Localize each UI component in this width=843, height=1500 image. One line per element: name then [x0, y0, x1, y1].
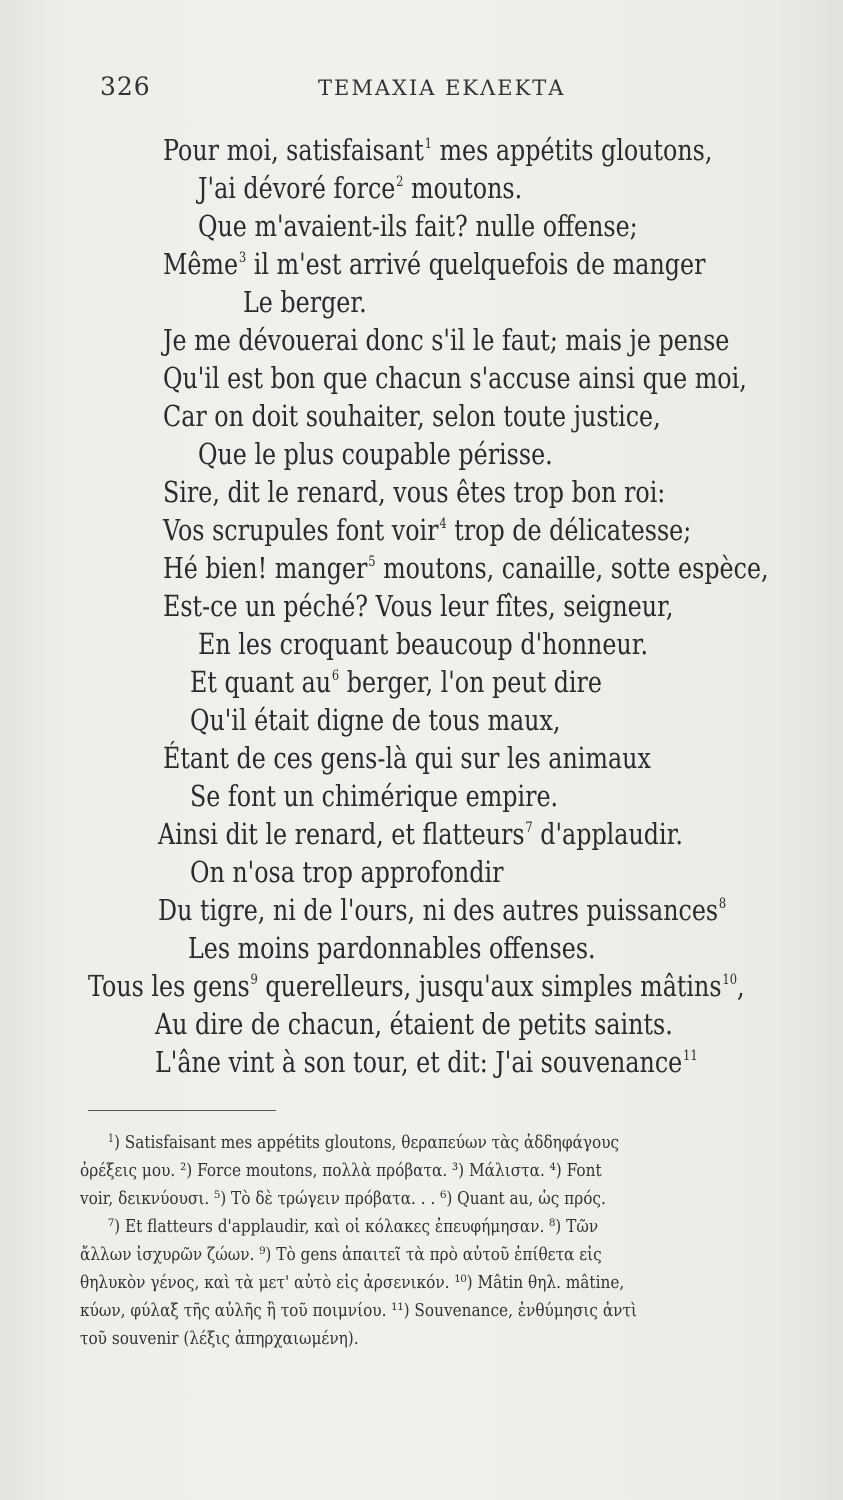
verse-line: Au dire de chacun, étaient de petits saints. [155, 1007, 673, 1041]
verse-line: On n'osa trop approfondir [190, 855, 504, 889]
footnote-line: ⁷) Et flatteurs d'applaudir, καὶ οἱ κόλακες ἐπευφήμησαν. ⁸) Τῶν [108, 1216, 599, 1237]
verse-line: Que m'avaient-ils fait? nulle offense; [198, 209, 638, 243]
verse-line: Pour moi, satisfaisant$^1$ mes appétits gloutons, [163, 133, 713, 167]
verse-line: Du tigre, ni de l'ours, ni des autres puissances$^8$ [158, 893, 727, 927]
page-number: 326 [100, 72, 151, 101]
footnote-line: voir, δεικνύουσι. ⁵) Τὸ δὲ τρώγειν πρόβατα. . . ⁶) Quant au, ὡς πρός. [80, 1188, 606, 1209]
footnote-line: $^1$) Satisfaisant mes appétits gloutons, θεραπεύων τὰς ἀδδηφάγους [108, 1132, 620, 1153]
verse-line: Hé bien! manger$^5$ moutons, canaille, sotte espèce, [163, 551, 769, 585]
footnote-line: κύων, φύλαξ τῆς αὐλῆς ἢ τοῦ ποιμνίου. ¹¹) Souvenance, ἐνθύμησις ἀντὶ [80, 1300, 637, 1321]
verse-line: Tous les gens$^9$ querelleurs, jusqu'aux simples mâtins$^{10}$, [88, 969, 745, 1003]
verse-line: Car on doit souhaiter, selon toute justice, [163, 399, 661, 433]
verse-line: Est-ce un péché? Vous leur fîtes, seigneur, [163, 589, 674, 623]
verse-line: Ainsi dit le renard, et flatteurs$^7$ d'applaudir. [158, 817, 683, 851]
verse-line: Sire, dit le renard, vous êtes trop bon roi: [163, 475, 666, 509]
verse-line: Qu'il est bon que chacun s'accuse ainsi que moi, [163, 361, 747, 395]
page-header [0, 72, 843, 112]
verse-line: Qu'il était digne de tous maux, [190, 703, 561, 737]
verse-line: L'âne vint à son tour, et dit: J'ai souvenance$^{11}$ [155, 1045, 698, 1079]
verse-line: Étant de ces gens-là qui sur les animaux [163, 741, 651, 775]
verse-line: Je me dévouerai donc s'il le faut; mais je pense [163, 323, 730, 357]
footnote-divider [88, 1110, 276, 1111]
footnote-line: ἄλλων ἰσχυρῶν ζώων. ⁹) Τὸ gens ἀπαιτεῖ τὰ πρὸ αὐτοῦ ἐπίθετα εἰς [80, 1244, 602, 1265]
verse-line: Même$^3$ il m'est arrivé quelquefois de manger [163, 247, 706, 281]
verse-line: Et quant $au^6$ berger, l'on peut dire [190, 665, 602, 699]
verse-line: Se font un chimérique empire. [190, 779, 559, 813]
verse-line: Le berger. [243, 285, 367, 319]
verse-line: Les moins pardonnables offenses. [188, 931, 596, 965]
footnote-line: τοῦ souvenir (λέξις ἀπηρχαιωμένη). [80, 1328, 359, 1349]
verse-line: Que le plus coupable périsse. [198, 437, 553, 471]
verse-line: Vos scrupules font voir$^4$ trop de délicatesse; [163, 513, 692, 547]
footnote-line: ὀρέξεις μου. ²) Force moutons, πολλὰ πρόβατα. ³) Μάλιστα. ⁴) Font [80, 1160, 602, 1181]
verse-line: En les croquant beaucoup d'honneur. [198, 627, 649, 661]
footnote-line: θηλυκὸν γένος, καὶ τὰ μετ' αὐτὸ εἰς ἀρσενικόν. ¹⁰) Mâtin θηλ. mâtine, [80, 1272, 625, 1293]
verse-line: J'ai dévoré force$^2$ moutons. [198, 171, 523, 205]
running-title: ΤΕΜΑΧΙΑ ΕΚΛΕΚΤΑ [318, 76, 566, 100]
